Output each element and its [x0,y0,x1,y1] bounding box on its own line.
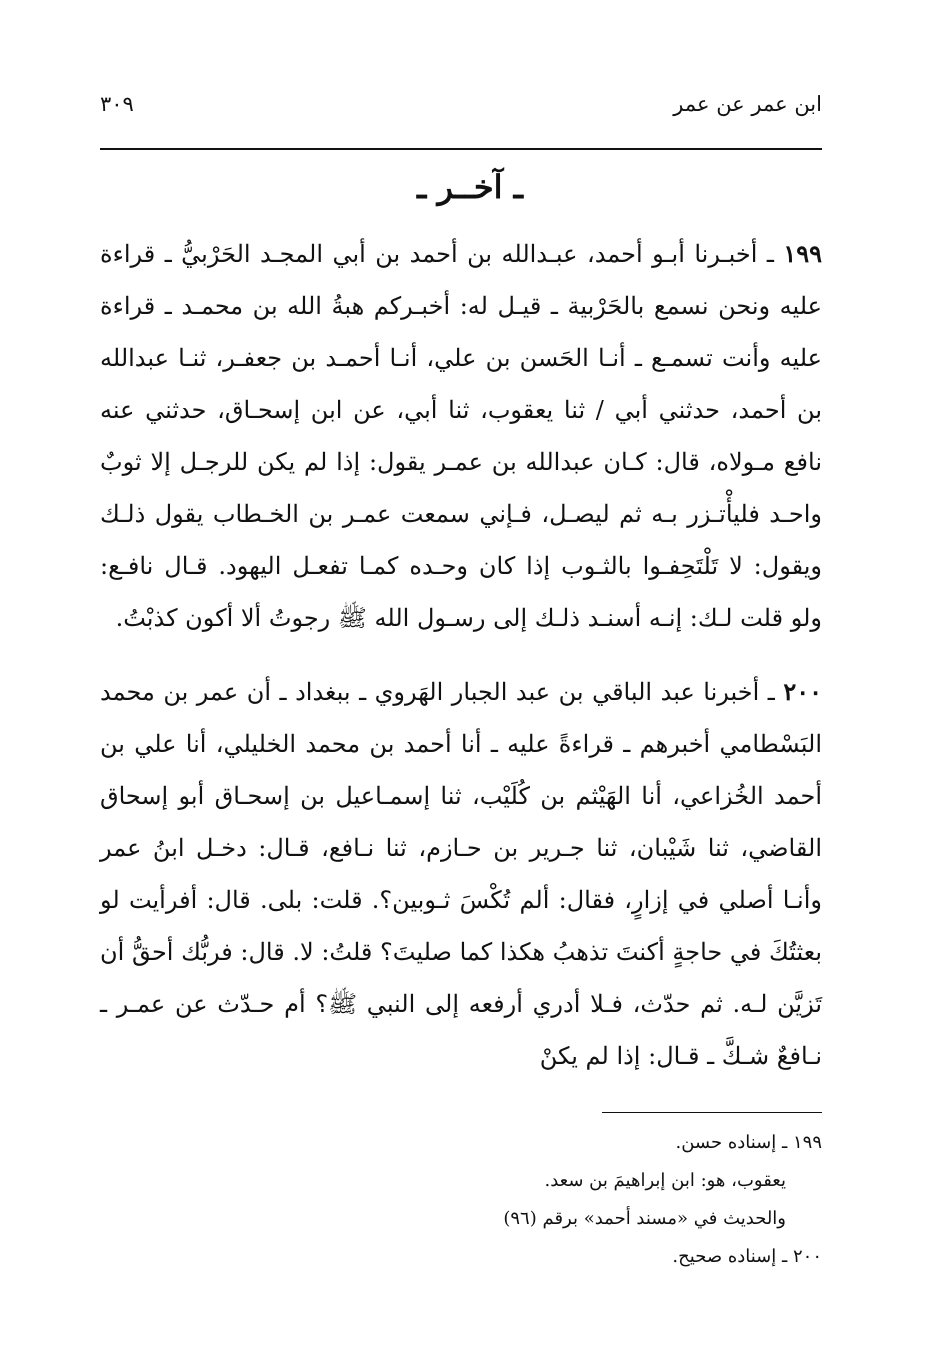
footnotes [100,1124,822,1276]
footnote-199: ١٩٩ ـ إسناده حسن. [675,1132,822,1153]
footnote-200: ٢٠٠ ـ إسناده صحيح. [672,1246,822,1267]
footnote-199-narrator-note: يعقوب، هو: ابن إبراهيمَ بن سعد. [544,1170,786,1191]
section-title: ـ آخــر ـ [416,168,524,206]
footnote-divider [602,1112,822,1113]
hadith-text: ـ أخبـرنا أبـو أحمد، عبـدالله بن أحمد بن أبي المجـد الحَرْبيُّ ـ قراءة عليه ونحن نسمع بالحَرْبية ـ قيـل له: أخبـركم هبةُ الله بن محمـد ـ قراءة عليه وأنت تسمـع ـ أنـا الحَسن بن علي، أنـا أحمـد بن جعفـر، ثنـا عبدالله بن أحمد، حدثني أبي / ثنا يعقوب، ثنا أبي، عن ابن إسحـاق، حدثني عنه نافع مـولاه، قال: كـان عبدالله بن عمـر يقول: إذا لم يكن للرجـل إلا ثوبٌ واحـد فليأْتـزر بـه ثم ليصـل، فـإني سمعت عمـر بن الخـطاب يقول ذلـك ويقول: لا تَلْتَحِفـوا بالثـوب إذا كان وحـده كمـا تفعـل اليهود. قـال نافـع: ولو قلت لـك: إنـه أسنـد ذلـك إلى رسـول الله ﷺ رجوتُ ألا أكون كذبْتُ. [100,240,822,632]
hadith-paragraph [100,228,822,644]
main-text [100,228,822,1082]
hadith-number: ١٩٩ [783,239,822,268]
page-number: ٣٠٩ [100,92,134,116]
hadith-number: ٢٠٠ [783,677,822,706]
hadith-text: ـ أخبرنا عبد الباقي بن عبد الجبار الهَروي ـ ببغداد ـ أن عمر بن محمد البَسْطامي أخبرهم ـ قراءةً عليه ـ أنا أحمد بن محمد الخليلي، أنا علي بن أحمد الخُزاعي، أنا الهَيْثم بن كُلَيْب، ثنا إسمـاعيل بن إسحـاق أبو إسحاق القاضي، ثنا شَيْبان، ثنا جـرير بن حـازم، ثنا نـافع، قـال: دخـل ابنُ عمر وأنـا أصلي في إزارٍ، فقال: ألم تُكْسَ ثـوبين؟. قلت: بلى. قال: أفرأيت لو بعثتُكَ في حاجةٍ أكنتَ تذهبُ هكذا كما صليتَ؟ قلتُ: لا. قال: فربُّك أحقُّ أن تَزيَّن لـه. ثم حدّث، فـلا أدري أرفعه إلى النبي ﷺ؟ أم حـدّث عن عمـر ـ نـافعٌ شـكَّ ـ قـال: إذا لم يكنْ [100,678,823,1070]
page-header [100,92,822,132]
running-title: ابن عمر عن عمر [673,92,822,116]
hadith-paragraph [100,666,822,1082]
footnote-199-reference: والحديث في «مسند أحمد» برقم (٩٦) [503,1208,786,1229]
header-divider [100,148,822,150]
